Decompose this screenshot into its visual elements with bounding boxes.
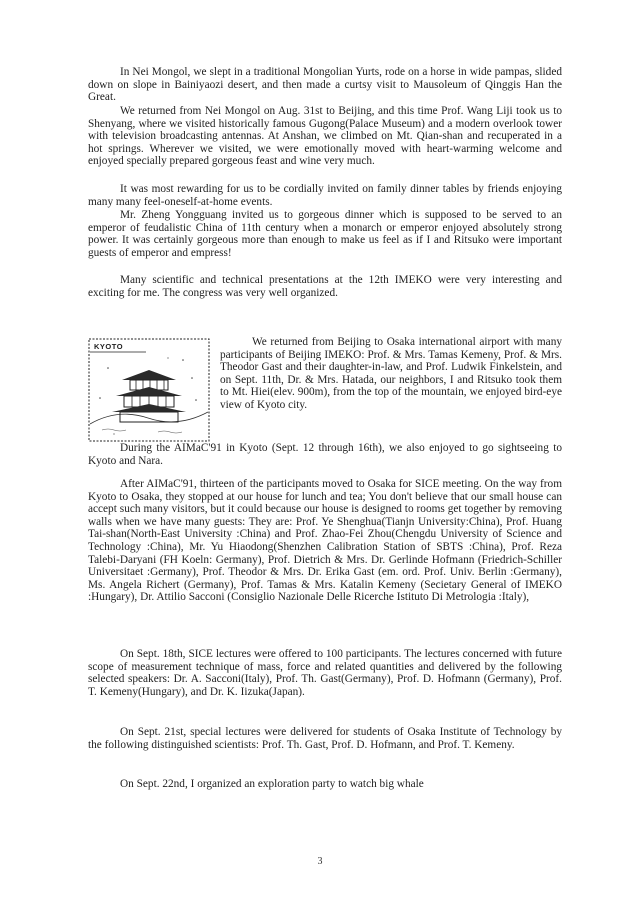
kyoto-section: [88, 336, 562, 467]
paragraph-nei-mongol: In Nei Mongol, we slept in a traditional Mongolian Yurts, rode on a horse in wide pampas, slided down on slope in Bainiyaozi desert, and then made a curtsy visit to Mausoleum of Qinggis Han the Great.: [88, 66, 562, 104]
paragraph-osaka-institute: On Sept. 21st, special lectures were delivered for students of Osaka Institute of Technology by the following distinguished scientists: Prof. Th. Gast, Prof. D. Hofmann, and Prof. T. Kemeny.: [88, 726, 562, 751]
paragraph-aimac-sightseeing: During the AIMaC'91 in Kyoto (Sept. 12 through 16th), we also enjoyed to go sightseeing to Kyoto and Nara.: [88, 442, 562, 467]
paragraph-sice-visitors: After AIMaC'91, thirteen of the participants moved to Osaka for SICE meeting. On the way from Kyoto to Osaka, they stopped at our house for lunch and tea; You don't believe that our small house can accept such many visitors, but it could because our house is designed to rooms get together by removing walls when we have many guests: They are: Prof. Ye Shenghua(Tianjn University:China), Prof. Huang Tai-shan(North-East University :China) and Prof. Zhao-Fei Zhou(Chengdu University of Science and Technology :China), Mr. Yu Hiaodong(Shenzhen Calibration Station of SBTS :China), Prof. Reza Talebi-Daryani (FH Koeln: Germany), Prof. Dietrich & Mrs. Dr. Gerlinde Hofmann (Friedrich-Schiller Universitaet :Germany), Prof. Theodor & Mrs. Dr. Erika Gast (em. ord. Prof. Univ. Berlin :Germany), Ms. Angela Richert (Germany), Prof. Tamas & Mrs. Katalin Kemeny (Secietary General of IMEKO :Hungary), Dr. Attilio Sacconi (Consiglio Nazionale Delle Ricerche Istituto Di Metrologia :Italy),: [88, 478, 562, 604]
paragraph-sice-lectures: On Sept. 18th, SICE lectures were offered to 100 participants. The lectures concerned with future scope of measurement technique of mass, force and related quantities and delivered by the following selected speakers: Dr. A. Sacconi(Italy), Prof. Th. Gast(Germany), Prof. D. Hofmann (Germany), Prof. T. Kemeny(Hungary), and Dr. K. Iizuka(Japan).: [88, 648, 562, 698]
illustration-label: KYOTO: [94, 342, 124, 351]
paragraph-family-dinner: It was most rewarding for us to be cordially invited on family dinner tables by friends enjoying many many feel-oneself-at-home events.: [88, 183, 562, 208]
kyoto-temple-stamp-icon: [88, 338, 210, 442]
page-number: 3: [317, 856, 323, 867]
paragraph-whale-party: On Sept. 22nd, I organized an exploration party to watch big whale: [120, 778, 424, 790]
paragraph-imeko-congress: Many scientific and technical presentations at the 12th IMEKO were very interesting and exciting for me. The congress was very well organized.: [88, 274, 562, 299]
paragraph-kyoto-return: We returned from Beijing to Osaka international airport with many participants of Beijing IMEKO: Prof. & Mrs. Tamas Kemeny, Prof. & Mrs. Theodor Gast and their daughter-in-law, and Prof. Ludwik Finkelstein, and on Sept. 11th, Dr. & Mrs. Hatada, our neighbors, I and Ritsuko took them to Mt. Hiei(elev. 900m), from the top of the mountain, we enjoyed bird-eye view of Kyoto city.: [220, 336, 562, 411]
paragraph-shenyang-anshan: We returned from Nei Mongol on Aug. 31st to Beijing, and this time Prof. Wang Liji took us to Shenyang, where we visited historically famous Gugong(Palace Museum) and a modern overlook tower with television broadcasting antennas. At Anshan, we climbed on Mt. Qian-shan and recuperated in a hot springs. Wherever we visited, we were emotionally moved with heart-warming welcome and enjoyed specially prepared gorgeous feast and wine very much.: [88, 105, 562, 168]
paragraph-emperor-dinner: Mr. Zheng Yongguang invited us to gorgeous dinner which is supposed to be served to an emperor of feudalistic China of 11th century when a monarch or emperor enjoyed absolutely strong power. It was certainly gorgeous more than enough to make us feel as if I and Ritsuko were important guests of emperor and empress!: [88, 209, 562, 259]
